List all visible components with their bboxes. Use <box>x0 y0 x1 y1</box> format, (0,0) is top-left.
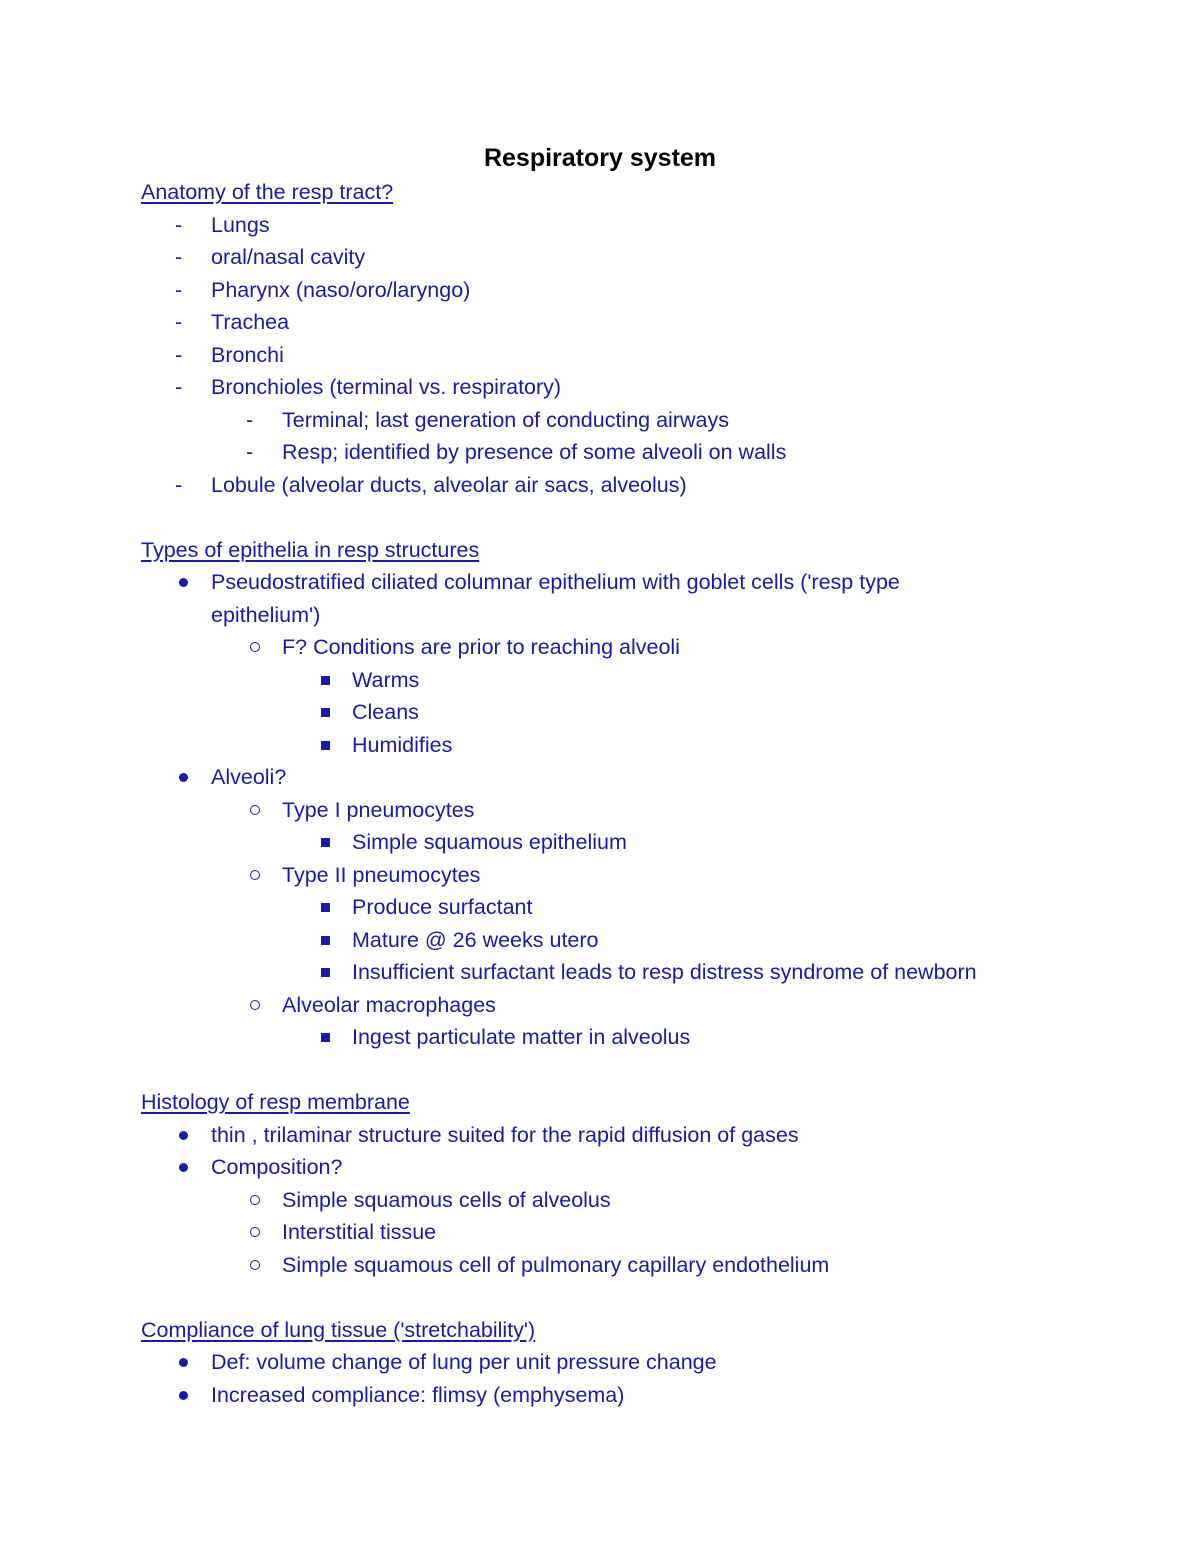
dash-bullet-icon: - <box>175 212 183 237</box>
list-item <box>141 306 1101 339</box>
list-item <box>141 924 1101 957</box>
list-item <box>141 631 1101 664</box>
list-item-text: Type II pneumocytes <box>282 862 481 887</box>
filled-circle-bullet-icon <box>179 1358 188 1367</box>
list-item-text: Pharynx (naso/oro/laryngo) <box>211 277 471 302</box>
list-item-text: oral/nasal cavity <box>211 245 366 269</box>
filled-circle-bullet-icon <box>179 578 188 587</box>
dash-bullet-icon: - <box>246 407 254 432</box>
list-item <box>141 1346 1101 1379</box>
dash-bullet-icon: - <box>175 310 183 334</box>
list-item-text: Alveolar macrophages <box>282 992 496 1017</box>
square-bullet-icon <box>321 968 330 977</box>
hollow-circle-bullet-icon <box>250 805 260 815</box>
list-item-text: Lobule (alveolar ducts, alveolar air sacs, alveolus) <box>211 472 687 497</box>
list-item-text: Bronchi <box>211 342 284 367</box>
filled-circle-bullet-icon <box>179 1391 188 1400</box>
list-item-text: Resp; identified by presence of some alveoli on walls <box>282 440 787 464</box>
list-item <box>141 241 1101 274</box>
hollow-circle-bullet-icon <box>250 1000 260 1010</box>
list-item-text: Simple squamous cell of pulmonary capillary endothelium <box>282 1252 830 1277</box>
filled-circle-bullet-icon <box>179 1163 188 1172</box>
list-item-text: Cleans <box>352 700 419 724</box>
list-item-text: Increased compliance: flimsy (emphysema) <box>211 1382 625 1407</box>
list-item-continuation: epithelium') <box>211 602 321 627</box>
list-item <box>141 794 1101 827</box>
list-item <box>141 339 1101 372</box>
document-title: Respiratory system <box>483 144 717 172</box>
hollow-circle-bullet-icon <box>250 870 260 880</box>
hollow-circle-bullet-icon <box>250 642 260 652</box>
list-item-text: Def: volume change of lung per unit pressure change <box>211 1350 717 1374</box>
list-item <box>141 664 1101 697</box>
section-heading: Histology of resp membrane <box>141 1090 410 1114</box>
list-item <box>141 1021 1101 1054</box>
hollow-circle-bullet-icon <box>250 1260 260 1270</box>
blank-line <box>141 1054 1101 1087</box>
list-item <box>141 209 1101 242</box>
square-bullet-icon <box>321 1033 330 1042</box>
square-bullet-icon <box>321 676 330 685</box>
list-item-text: Trachea <box>211 310 290 334</box>
list-item <box>141 729 1101 762</box>
list-item <box>141 274 1101 307</box>
list-item-text: Bronchioles (terminal vs. respiratory) <box>211 375 562 399</box>
list-item <box>141 1151 1101 1184</box>
list-item <box>141 891 1101 924</box>
list-item <box>141 404 1101 437</box>
list-item <box>141 859 1101 892</box>
list-item-text: Insufficient surfactant leads to resp distress syndrome of newborn <box>352 960 977 984</box>
list-item <box>141 1119 1101 1152</box>
section-heading: Types of epithelia in resp structures <box>141 537 480 562</box>
square-bullet-icon <box>321 741 330 750</box>
dash-bullet-icon: - <box>175 277 183 302</box>
list-item <box>141 371 1101 404</box>
list-item-text: Simple squamous cells of alveolus <box>282 1187 611 1212</box>
list-item <box>141 989 1101 1022</box>
list-item-text: Ingest particulate matter in alveolus <box>352 1025 691 1049</box>
filled-circle-bullet-icon <box>179 773 188 782</box>
square-bullet-icon <box>321 708 330 717</box>
blank-line <box>141 501 1101 534</box>
list-item <box>141 696 1101 729</box>
dash-bullet-icon: - <box>175 342 183 367</box>
list-item <box>141 1379 1101 1412</box>
list-item-text: Lungs <box>211 212 270 237</box>
list-item-text: F? Conditions are prior to reaching alveoli <box>282 635 680 659</box>
list-item <box>141 436 1101 469</box>
dash-bullet-icon: - <box>175 375 183 399</box>
list-item-text: Simple squamous epithelium <box>352 830 627 854</box>
square-bullet-icon <box>321 838 330 847</box>
list-item-text: thin , trilaminar structure suited for the rapid diffusion of gases <box>211 1122 799 1147</box>
square-bullet-icon <box>321 936 330 945</box>
list-item-text: Interstitial tissue <box>282 1220 437 1244</box>
dash-bullet-icon: - <box>175 245 183 269</box>
list-item-text: Produce surfactant <box>352 895 533 919</box>
list-item-text: Warms <box>352 667 420 692</box>
list-item <box>141 956 1101 989</box>
list-item-text: Pseudostratified ciliated columnar epithelium with goblet cells ('resp type <box>211 570 900 594</box>
blank-line <box>141 1281 1101 1314</box>
list-item-text: Alveoli? <box>211 765 287 789</box>
filled-circle-bullet-icon <box>179 1131 188 1140</box>
dash-bullet-icon: - <box>175 472 183 497</box>
square-bullet-icon <box>321 903 330 912</box>
list-item <box>141 826 1101 859</box>
hollow-circle-bullet-icon <box>250 1227 260 1237</box>
list-item <box>141 1249 1101 1282</box>
section-heading: Anatomy of the resp tract? <box>141 180 394 204</box>
list-item <box>141 1184 1101 1217</box>
list-item <box>141 761 1101 794</box>
list-item <box>141 469 1101 502</box>
list-item-text: Type I pneumocytes <box>282 797 475 822</box>
hollow-circle-bullet-icon <box>250 1195 260 1205</box>
document-body <box>141 176 1101 1411</box>
section-heading: Compliance of lung tissue ('stretchability') <box>141 1317 536 1342</box>
list-item-text: Mature @ 26 weeks utero <box>352 927 599 952</box>
list-item-text: Terminal; last generation of conducting airways <box>282 407 729 432</box>
dash-bullet-icon: - <box>246 440 254 464</box>
list-item-text: Humidifies <box>352 732 453 757</box>
list-item-text: Composition? <box>211 1155 343 1179</box>
list-item <box>141 566 1101 599</box>
list-item <box>141 1216 1101 1249</box>
